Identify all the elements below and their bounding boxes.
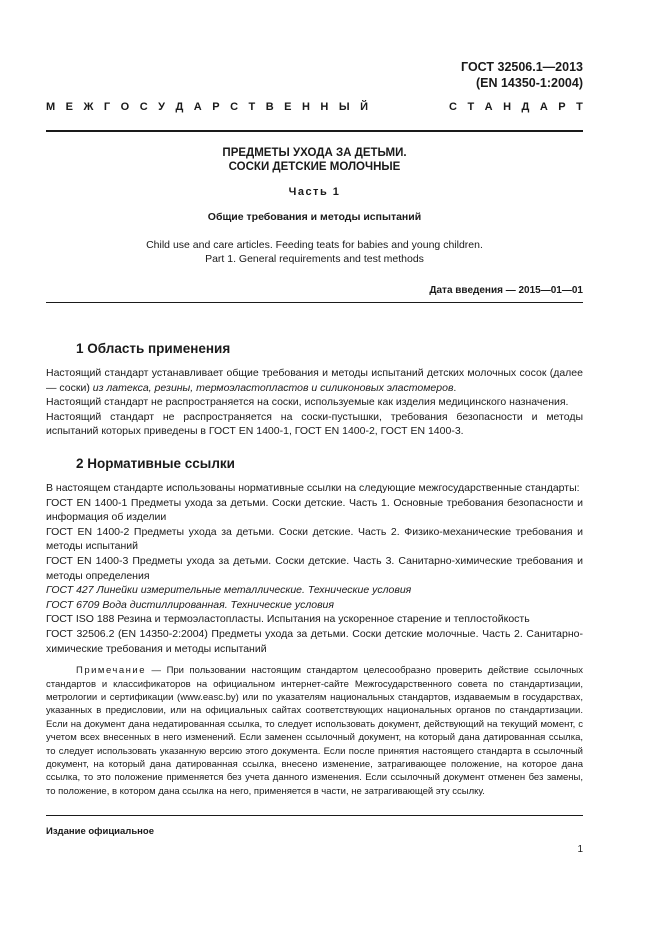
banner-letter: Р (558, 101, 566, 113)
banner-letter: Т (248, 101, 256, 113)
english-title (46, 238, 583, 266)
banner-letter: Р (212, 101, 220, 113)
note (46, 664, 583, 798)
reference-item: ГОСТ EN 1400-1 Предметы ухода за детьми. Соски детские. Часть 1. Основные требования безопасности и информация об изделии (46, 496, 583, 524)
title-line-1: ПРЕДМЕТЫ УХОДА ЗА ДЕТЬМИ. (222, 147, 407, 159)
section-1-heading: 1 Область применения (76, 341, 231, 356)
paragraph-italic-text: из латекса, резины, термоэластопластов и силиконовых эластомеров (92, 381, 454, 394)
paragraph-end: . (453, 381, 457, 394)
footer-rule (46, 815, 583, 816)
banner-letter: А (484, 101, 493, 113)
banner-letter: Д (521, 101, 530, 113)
banner-letter: Д (175, 101, 184, 113)
banner-letter: Н (503, 101, 512, 113)
banner-letter: Н (301, 101, 310, 113)
official-edition-label: Издание официальное (46, 826, 154, 837)
main-content (46, 340, 583, 798)
banner-letter (379, 101, 439, 113)
banner-letter: О (120, 101, 130, 113)
section-2-heading: 2 Нормативные ссылки (76, 455, 235, 471)
banner-letter: А (193, 101, 202, 113)
reference-item: ГОСТ 32506.2 (EN 14350-2:2004) Предметы ухода за детьми. Соски детские молочные. Часть 2. Санитарно-химические требования и методы испытаний (46, 627, 583, 655)
banner-letter: Г (103, 101, 111, 113)
title-line-2: СОСКИ ДЕТСКИЕ МОЛОЧНЫЕ (228, 161, 401, 173)
banner-letter: Т (467, 101, 475, 113)
interstate-standard-banner (46, 101, 583, 113)
introduction-date: Дата введения — 2015—01—01 (429, 285, 583, 296)
gost-number: ГОСТ 32506.1—2013 (461, 60, 583, 74)
note-text: — При пользовании настоящим стандартом целесообразно проверить действие ссылочных стандартов и классификаторов на официальном интернет-сайте Межгосударственного совета по стандартизации, метрологии и сертификации (www.easc.by) или по указателям национальных стандартов, издаваемым в государствах, указанных в предисловии, или на официальных сайтах соответствующих национальных органов по стандартизации. Если на документ дана недатированная ссылка, то следует использовать документ, действующий на текущий момент, с учетом всех внесенных в него изменений. Если заменен ссылочный документ, на который дана датированная ссылка, то следует использовать указанную версию этого документа. Если после принятия настоящего стандарта в ссылочный документ, на который дана датированная ссылка, внесено изменение, затрагивающее положение, на которое дана ссылка, то это положение применяется без учета данного изменения. Если ссылочный документ отменен без замены, то положение, в котором дана ссылка на него, применяется в части, не затрагивающей эту ссылку. (46, 665, 583, 797)
reference-item: ГОСТ EN 1400-2 Предметы ухода за детьми. Соски детские. Часть 2. Физико-механические требования и методы испытаний (46, 525, 583, 553)
note-label: Примечание (76, 665, 146, 677)
en-number: (EN 14350-1:2004) (475, 76, 583, 90)
paragraph-text: Настоящий стандарт устанавливает общие требования и методы испытаний детских молочных сосок (далее — соски) (46, 367, 583, 394)
section-1-paragraph-2: Настоящий стандарт не распространяется на соски, используемые как изделия медицинского назначения. (46, 396, 569, 409)
banner-letter: Т (576, 101, 583, 113)
document-code (461, 59, 583, 91)
part-subtitle: Общие требования и методы испытаний (207, 211, 422, 223)
banner-letter: Й (360, 101, 369, 113)
banner-letter: Е (284, 101, 292, 113)
header-rule (46, 130, 583, 132)
reference-item: ГОСТ ISO 188 Резина и термоэластопласты. Испытания на ускоренное старение и теплостойкость (46, 613, 530, 626)
reference-item (46, 583, 583, 598)
banner-letter: Ы (338, 101, 350, 113)
banner-letter: У (158, 101, 165, 113)
document-title (46, 146, 583, 174)
banner-letter: М (46, 101, 56, 113)
english-title-line-1: Child use and care articles. Feeding teats for babies and young children. (146, 239, 483, 251)
part-label: Часть 1 (288, 186, 341, 198)
reference-item: ГОСТ EN 1400-3 Предметы ухода за детьми. Соски детские. Часть 3. Санитарно-химические требования и методы определения (46, 554, 583, 582)
banner-letter: В (265, 101, 274, 113)
banner-letter: Ж (83, 101, 94, 113)
banner-letter: Е (65, 101, 73, 113)
section-2-intro: В настоящем стандарте использованы нормативные ссылки на следующие межгосударственные стандарты: (46, 481, 580, 494)
english-title-line-2: Part 1. General requirements and test methods (205, 253, 424, 265)
banner-letter: Н (320, 101, 329, 113)
page-number: 1 (577, 844, 583, 855)
reference-italic-text: ГОСТ 427 Линейки измерительные металлические. Технические условия (46, 584, 412, 597)
banner-letter: С (230, 101, 239, 113)
banner-letter: С (449, 101, 457, 113)
banner-letter: А (539, 101, 548, 113)
date-rule (46, 302, 583, 303)
section-1-paragraph-1 (46, 366, 583, 395)
section-1-paragraph-3: Настоящий стандарт не распространяется на соски-пустышки, требования безопасности и методы испытаний которых приведены в ГОСТ EN 1400-1, ГОСТ EN 1400-2, ГОСТ EN 1400-3. (46, 410, 583, 438)
reference-item (46, 598, 583, 613)
reference-italic-text: ГОСТ 6709 Вода дистиллированная. Технические условия (46, 598, 335, 611)
banner-letter: С (139, 101, 148, 113)
